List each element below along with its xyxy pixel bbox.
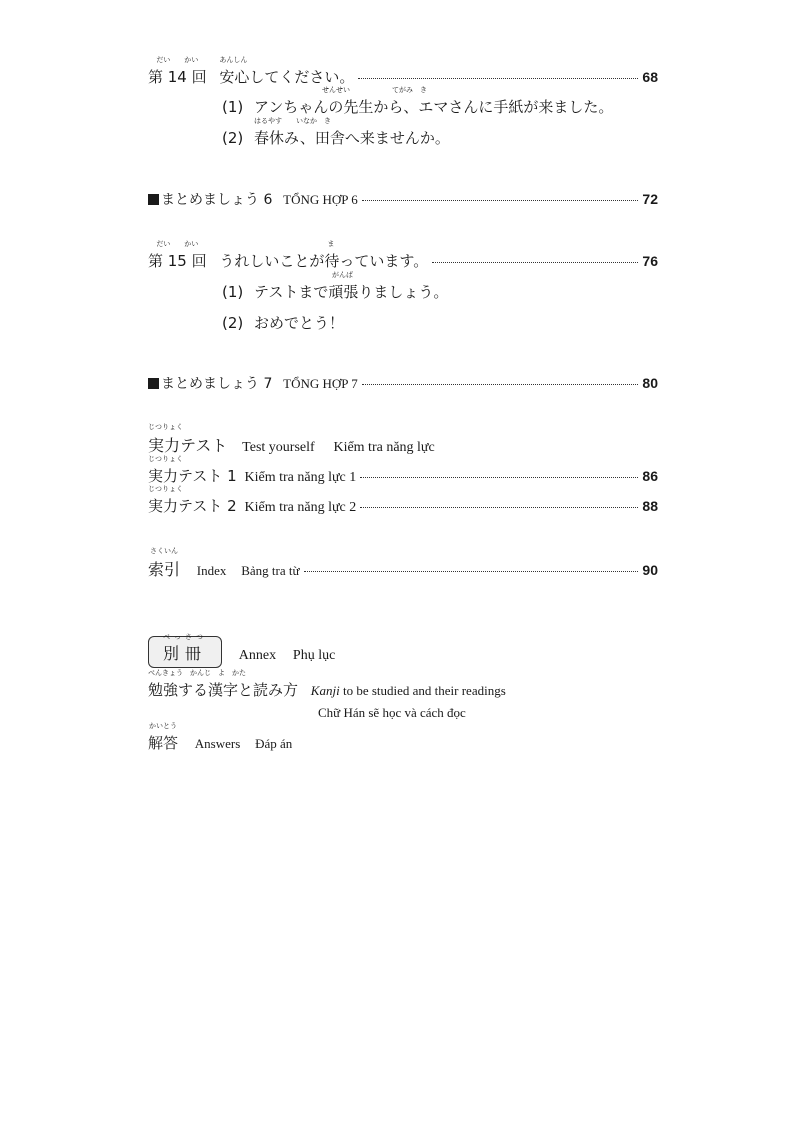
- kanji-en-italic: Kanji: [310, 683, 340, 698]
- review-7-vi: TỔNG HỢP 7: [283, 376, 358, 391]
- toc-entry-review-7[interactable]: [148, 373, 658, 393]
- lesson-15-title-text: うれしいことが待っています。: [219, 252, 429, 270]
- lesson-14-item-2[interactable]: [222, 117, 450, 148]
- review-7-ja: まとめましょう 7: [161, 376, 273, 392]
- item-text-body: 春休み、田舎へ来ませんか。: [254, 129, 450, 147]
- toc-entry-lesson-15[interactable]: [148, 240, 658, 271]
- page-number: 68: [642, 69, 658, 85]
- annex-ruby: べっさつ: [163, 633, 207, 641]
- test-1-ja: [148, 455, 237, 486]
- dot-leader: [362, 384, 639, 385]
- lesson-14-title-group: [148, 56, 355, 87]
- page-number: 86: [642, 468, 658, 484]
- lesson-14-item-1[interactable]: [222, 86, 614, 117]
- review-7-title: [148, 373, 358, 393]
- test-2-vi: Kiểm tra năng lực 2: [244, 500, 357, 515]
- lesson-14-label: [148, 56, 207, 87]
- toc-entry-lesson-14[interactable]: [148, 56, 658, 87]
- item-number: (2): [222, 129, 244, 147]
- item-number: (2): [222, 314, 244, 332]
- answers-ja: [148, 722, 179, 753]
- index-title: [148, 547, 300, 580]
- review-6-title: [148, 189, 358, 209]
- annex-answers-entry[interactable]: [148, 722, 293, 753]
- toc-entry-test-2[interactable]: [148, 485, 658, 516]
- annex-ja: [163, 633, 208, 664]
- lesson-15-item-1[interactable]: [222, 271, 449, 302]
- page-number: 90: [642, 562, 658, 578]
- annex-heading: [148, 633, 336, 668]
- index-ruby: さくいん: [150, 547, 178, 555]
- item-text-body: テストまで頑張りましょう。: [254, 283, 449, 301]
- index-vi: Bảng tra từ: [241, 563, 300, 578]
- item-ruby: はるやす いなか き: [254, 117, 332, 125]
- item-ruby: がんば: [332, 271, 354, 279]
- square-bullet-icon: [148, 378, 159, 389]
- annex-kanji-entry[interactable]: [148, 669, 506, 700]
- test-heading-en: Test yourself: [242, 440, 315, 455]
- test-heading-ja: [148, 423, 228, 456]
- kanji-ja-text: 勉強する漢字と読み方: [148, 681, 299, 699]
- lesson-15-title: [219, 240, 429, 271]
- square-bullet-icon: [148, 194, 159, 205]
- dot-leader: [360, 477, 638, 478]
- annex-en: Annex: [238, 648, 277, 663]
- lesson-15-label-text: 第 15 回: [148, 252, 207, 270]
- kanji-ruby: べんきょう かんじ よ かた: [148, 669, 246, 677]
- page-number: 80: [642, 375, 658, 391]
- item-text-body: おめでとう！: [254, 314, 345, 332]
- kanji-ja: [148, 669, 299, 700]
- kanji-vi: Chữ Hán sẽ học và cách đọc: [318, 705, 466, 720]
- test-yourself-heading: [148, 423, 435, 456]
- test-2-title: [148, 485, 357, 516]
- dot-leader: [362, 200, 639, 201]
- annex-vi: Phụ lục: [292, 648, 336, 663]
- lesson-14-title-ruby: あんしん: [219, 56, 248, 64]
- toc-entry-review-6[interactable]: [148, 189, 658, 209]
- page-number: 76: [642, 253, 658, 269]
- lesson-14-label-ruby: だい かい: [156, 56, 199, 64]
- test-1-vi: Kiểm tra năng lực 1: [244, 470, 357, 485]
- lesson-14-label-text: 第 14 回: [148, 68, 207, 86]
- lesson-14-title: [219, 56, 355, 87]
- test-1-ja-text: 実力テスト 1: [148, 467, 237, 485]
- toc-entry-index[interactable]: [148, 547, 658, 580]
- lesson-15-label-ruby: だい かい: [156, 240, 199, 248]
- answers-en: Answers: [194, 736, 241, 751]
- lesson-15-item-2[interactable]: [222, 312, 344, 333]
- index-ja-text: 索引: [148, 560, 181, 579]
- item-text: [254, 117, 450, 148]
- item-number: (1): [222, 283, 244, 301]
- lesson-15-title-group: [148, 240, 429, 271]
- test-2-ja: [148, 485, 237, 516]
- test-heading-ruby: じつりょく: [148, 423, 183, 431]
- test-2-ja-text: 実力テスト 2: [148, 497, 237, 515]
- item-text-body: アンちゃんの先生から、エマさんに手紙が来ました。: [254, 98, 614, 116]
- dot-leader: [432, 262, 638, 263]
- annex-ja-text: 別冊: [163, 644, 208, 663]
- item-number: (1): [222, 98, 244, 116]
- page-number: 72: [642, 191, 658, 207]
- toc-entry-test-1[interactable]: [148, 455, 658, 486]
- review-6-ja: まとめましょう 6: [161, 192, 273, 208]
- dot-leader: [358, 78, 638, 79]
- test-heading-vi: Kiểm tra năng lực: [333, 440, 435, 455]
- lesson-15-title-ruby: ま: [327, 240, 335, 248]
- item-ruby: せんせい てがみ き: [322, 86, 428, 94]
- item-text: [254, 86, 614, 117]
- item-text: [254, 271, 449, 302]
- index-ja: [148, 547, 181, 580]
- answers-ruby: かいとう: [149, 722, 177, 730]
- annex-box-label: [148, 633, 222, 668]
- answers-vi: Đáp án: [255, 736, 293, 751]
- index-en: Index: [196, 563, 227, 578]
- kanji-en-rest: to be studied and their readings: [342, 683, 506, 698]
- dot-leader: [360, 507, 638, 508]
- lesson-14-title-text: 安心してください。: [219, 68, 355, 86]
- test-heading-ja-text: 実力テスト: [148, 436, 228, 455]
- test-1-title: [148, 455, 357, 486]
- annex-kanji-vi-line: [318, 703, 466, 721]
- lesson-15-label: [148, 240, 207, 271]
- page-number: 88: [642, 498, 658, 514]
- answers-ja-text: 解答: [148, 734, 179, 752]
- review-6-vi: TỔNG HỢP 6: [283, 192, 358, 207]
- test-2-ruby: じつりょく: [148, 485, 183, 493]
- test-1-ruby: じつりょく: [148, 455, 183, 463]
- dot-leader: [304, 571, 639, 572]
